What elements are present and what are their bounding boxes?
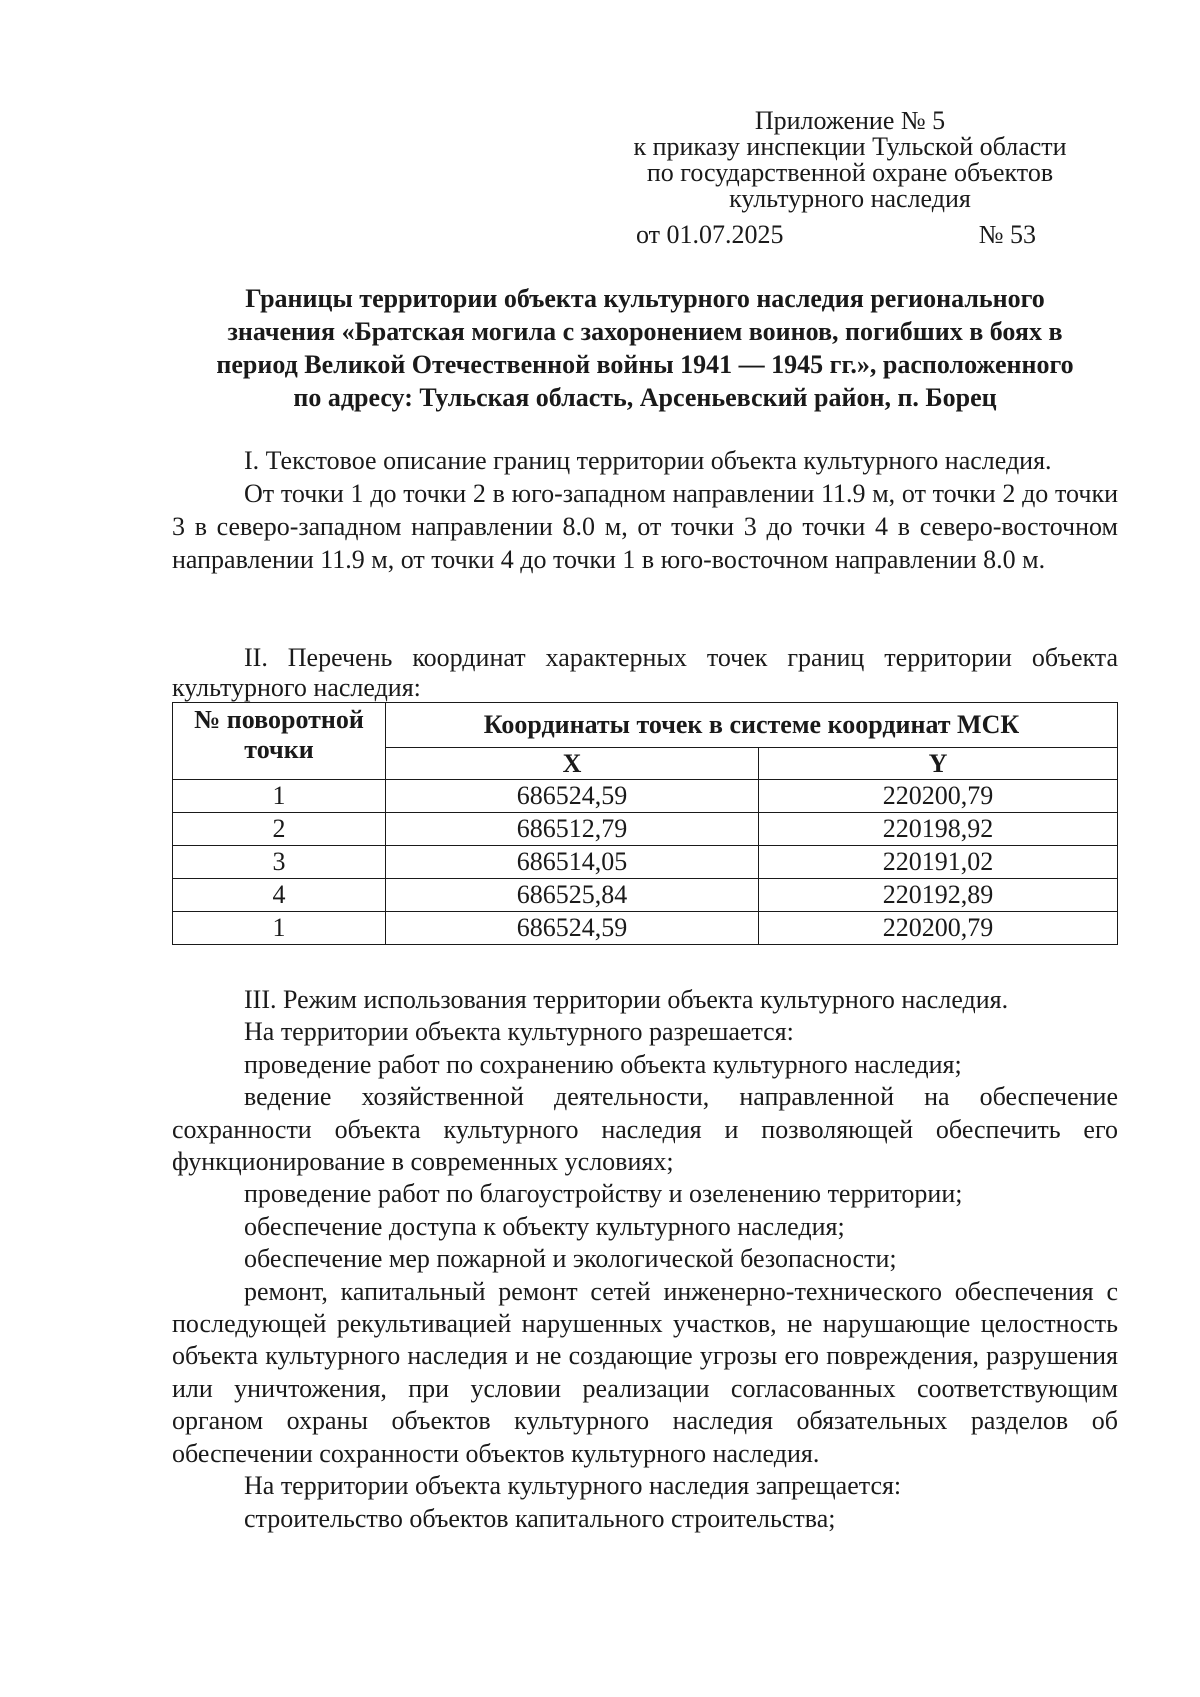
annex-header bbox=[600, 108, 1100, 212]
order-number: № 53 bbox=[978, 220, 1036, 249]
section-heading: I. Текстовое описание границ территории объекта культурного наследия. bbox=[244, 446, 1052, 475]
table-row bbox=[173, 813, 1118, 846]
cell-point: 1 bbox=[173, 912, 386, 945]
cell-y: 220191,02 bbox=[759, 846, 1118, 879]
annex-line: культурного наследия bbox=[729, 184, 971, 213]
title-line: по адресу: Тульская область, Арсеньевский район, п. Борец bbox=[293, 383, 997, 412]
document-title bbox=[170, 282, 1120, 414]
title-line: период Великой Отечественной войны 1941 — 1945 гг.», расположенного bbox=[216, 350, 1074, 379]
annex-date-line bbox=[636, 220, 1036, 250]
cell-x: 686514,05 bbox=[386, 846, 759, 879]
forbidden-item: строительство объектов капитального строительства; bbox=[244, 1503, 836, 1533]
header-point-number: № поворотной точки bbox=[173, 703, 386, 780]
table-row bbox=[173, 879, 1118, 912]
allowed-item: обеспечение мер пожарной и экологической безопасности; bbox=[244, 1244, 897, 1274]
section-coordinates bbox=[172, 643, 1118, 703]
cell-x: 686512,79 bbox=[386, 813, 759, 846]
boundary-text: От точки 1 до точки 2 в юго-западном направлении 11.9 м, от точки 2 до точки 3 в северо-западном направлении 8.0 м, от точки 3 до точки 4 в северо-восточном направлении 11.9 м, от точки 4 до точки 1 в юго-восточном направлении 8.0 м. bbox=[172, 479, 1118, 574]
cell-point: 3 bbox=[173, 846, 386, 879]
title-line: значения «Братская могила с захоронением воинов, погибших в боях в bbox=[227, 317, 1063, 346]
cell-point: 2 bbox=[173, 813, 386, 846]
cell-point: 4 bbox=[173, 879, 386, 912]
cell-y: 220200,79 bbox=[759, 912, 1118, 945]
allowed-item: проведение работ по сохранению объекта культурного наследия; bbox=[244, 1049, 962, 1079]
allowed-intro: На территории объекта культурного разрешается: bbox=[244, 1017, 794, 1047]
header-x: X bbox=[386, 748, 759, 780]
table-row bbox=[173, 912, 1118, 945]
cell-y: 220192,89 bbox=[759, 879, 1118, 912]
annex-line: Приложение № 5 bbox=[754, 106, 946, 135]
cell-y: 220200,79 bbox=[759, 780, 1118, 813]
allowed-item: ремонт, капитальный ремонт сетей инженерно-технического обеспечения с последующей рекультивацией нарушенных участков, не нарушающие целостность объекта культурного наследия и не создающие угрозы его повреждения, разрушения или уничтожения, при условии реализации согласованных соответствующим органом охраны объектов культурного наследия обязательных разделов об обеспечении сохранности объектов культурного наследия. bbox=[172, 1276, 1118, 1468]
annex-line: по государственной охране объектов bbox=[646, 158, 1054, 187]
section-usage-regime bbox=[172, 984, 1118, 1535]
cell-y: 220198,92 bbox=[759, 813, 1118, 846]
cell-point: 1 bbox=[173, 780, 386, 813]
table-row bbox=[173, 846, 1118, 879]
header-y: Y bbox=[759, 748, 1118, 780]
table-row bbox=[173, 780, 1118, 813]
cell-x: 686524,59 bbox=[386, 780, 759, 813]
cell-x: 686524,59 bbox=[386, 912, 759, 945]
title-line: Границы территории объекта культурного наследия регионального bbox=[245, 284, 1045, 313]
section-boundary-description bbox=[172, 444, 1118, 576]
header-coordinates: Координаты точек в системе координат МСК bbox=[386, 703, 1118, 748]
allowed-item: ведение хозяйственной деятельности, направленной на обеспечение сохранности объекта культурного наследия и позволяющей обеспечить его функционирование в современных условиях; bbox=[172, 1082, 1118, 1177]
coordinates-table bbox=[172, 702, 1118, 945]
section-heading: II. Перечень координат характерных точек границ территории объекта культурного наследия: bbox=[172, 643, 1118, 702]
annex-line: к приказу инспекции Тульской области bbox=[633, 132, 1067, 161]
forbidden-intro: На территории объекта культурного наследия запрещается: bbox=[244, 1471, 902, 1501]
allowed-item: обеспечение доступа к объекту культурного наследия; bbox=[244, 1211, 845, 1241]
allowed-item: проведение работ по благоустройству и озеленению территории; bbox=[244, 1179, 963, 1209]
order-date: от 01.07.2025 bbox=[636, 220, 784, 249]
cell-x: 686525,84 bbox=[386, 879, 759, 912]
section-heading: III. Режим использования территории объекта культурного наследия. bbox=[244, 985, 1009, 1014]
